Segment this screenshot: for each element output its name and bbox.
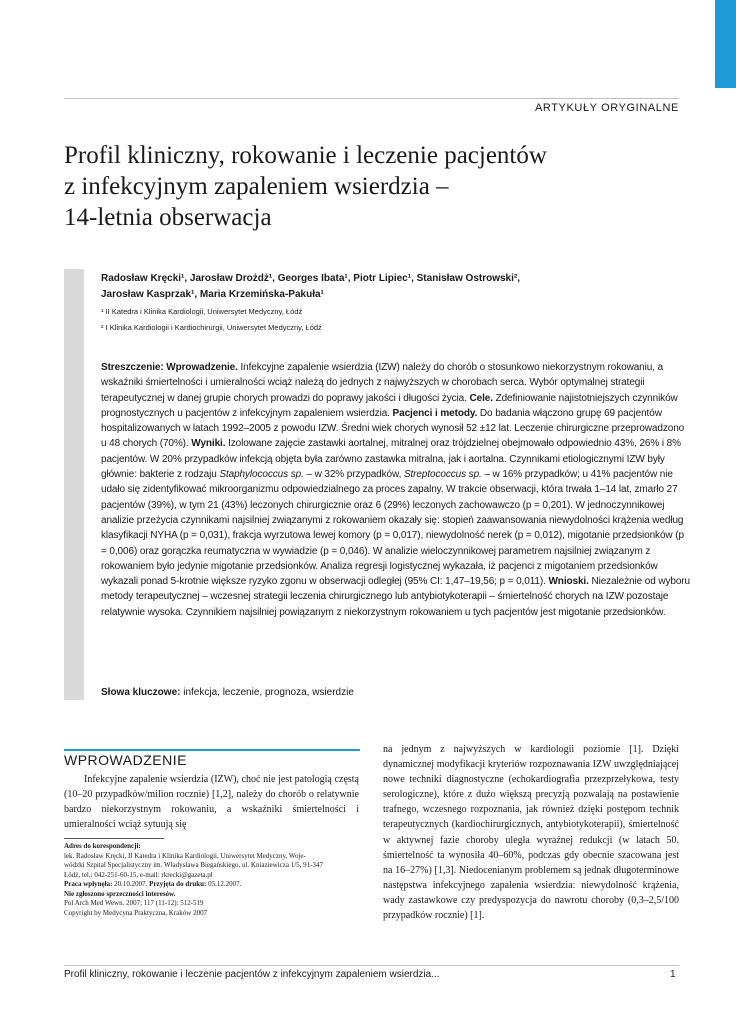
abstract [101, 360, 691, 620]
footer-rule [64, 965, 679, 966]
correspondence-label: Adres do korespondencji: [64, 842, 141, 850]
affiliation: ² I Klinika Kardiologii i Kardiochirurgii, Uniwersytet Medyczny, Łódź [101, 323, 322, 332]
organism-name: Streptococcus sp. [403, 469, 482, 481]
conflict-statement: Nie zgłoszono sprzeczności interesów. [64, 889, 176, 898]
abstract-methods-label: Pacjenci i metody. [392, 407, 478, 419]
accepted-date: 05.12.2007. [206, 880, 242, 888]
keywords [101, 686, 691, 700]
title-line: z infekcyjnym zapaleniem wsierdzia – [64, 173, 449, 200]
page-number: 1 [670, 969, 676, 980]
abstract-side-bar [64, 269, 84, 700]
abstract-results-label: Wyniki. [191, 438, 226, 450]
authors-line: Radosław Kręcki¹, Jarosław Drożdż¹, Georges Ibata¹, Piotr Lipiec¹, Stanisław Ostrowski², [101, 273, 520, 284]
abstract-intro: Infekcyjne zapalenie wsierdzia (IZW) należy do chorób o stosunkowo niekorzystnym rokowaniu, a wskaźniki śmiertelności i umieralności wciąż należą do jednych z najwyższych w chorobach serca. Wybór optymalnej strategii terapeutycznej w danej grupie chorych prowadzi do poprawy jakości i długości życia. [101, 362, 664, 404]
copyright: Copyright by Medycyna Praktyczna, Kraków 2007 [64, 908, 208, 917]
citation: Pol Arch Med Wewn. 2007; 117 (11-12): 512-519 [64, 899, 204, 907]
abstract-results: – w 32% przypadków, [303, 469, 404, 481]
abstract-lead-label: Streszczenie: Wprowadzenie. [101, 362, 238, 373]
body-text-left: Infekcyjne zapalenie wsierdzia (IZW), choć nie jest patologią częstą (10–20 przypadków/milion rocznie) [1,2], należy do chorób o relatywnie bardzo niekorzystnym rokowaniu, a wskaźniki śmiertelności i umieralności wciąż sytuują się [64, 774, 359, 830]
running-title: Profil kliniczny, rokowanie i leczenie pacjentów z infekcyjnym zapaleniem wsierdzia... [64, 969, 440, 980]
title-line: Profil kliniczny, rokowanie i leczenie pacjentów [64, 142, 547, 169]
correspondence-rule [64, 838, 164, 839]
abstract-conclusions-label: Wnioski. [548, 576, 589, 588]
authors-line: Jarosław Kasprzak¹, Maria Krzemińska-Pakuła¹ [101, 289, 324, 300]
section-tag: ARTYKUŁY ORYGINALNE [534, 102, 679, 114]
accent-bar [715, 0, 736, 88]
abstract-aim-label: Cele. [469, 392, 493, 404]
header-rule [64, 98, 679, 99]
abstract-conclusions: Niezależnie od wyboru metody terapeutycznej – wczesnej strategii leczenia chirurgicznego lub antybiotykoterapii – śmiertelność chorych na IZW pozostaje relatywnie wysoka. Czynnikiem najsilniej powiązanym z niekorzystnym rokowaniem u tych pacjentów jest migotanie przedsionków. [101, 576, 690, 618]
correspondence-line: Łódź, tel.: 042-251-60-15, e-mail: rkrecki@gazeta.pl [64, 870, 213, 879]
abstract-methods: Do badania włączono grupę 69 pacjentów hospitalizowanych w latach 1992–2005 z powodu IZW. Średni wiek chorych wynosił 52 ±12 lat. Leczenie chirurgiczne przeprowadzono u 48 chorych (70%). [101, 407, 685, 450]
keywords-list: infekcja, leczenie, prognoza, wsierdzie [180, 687, 354, 698]
abstract-results: Izolowane zajęcie zastawki aortalnej, mitralnej oraz trójdzielnej obejmowało odpowiednio 43%, 26% i 8% pacjentów. W 20% przypadków infekcją objęta była zarówno zastawka mitralna, jak i aortalna. Czynnikami etiologicznymi IZW były głównie: bakterie z rodzaju [101, 438, 681, 481]
section-heading: WPROWADZENIE [64, 752, 187, 768]
correspondence-line: lek. Radosław Kręcki, II Katedra i Klinika Kardiologii, Uniwersytet Medyczny, Woje- [64, 851, 306, 860]
keywords-label: Słowa kluczowe: [101, 687, 181, 698]
received-date: 20.10.2007. [112, 880, 150, 888]
received-label: Praca wpłynęła: [64, 880, 113, 888]
affiliation: ¹ II Katedra i Klinika Kardiologii, Uniwersytet Medyczny, Łódź [101, 307, 303, 316]
abstract-results: – w 16% przypadków; u 41% pacjentów nie udało się zidentyfikować mikroorganizmu odpowiedzialnego za proces zapalny. W trakcie obserwacji, która trwała 1–14 lat, zmarło 27 pacjentów (39%), w tym 21 (43%) leczonych chirurgicznie oraz 6 (29%) leczonych zachowawczo (p = 0,201). W jednoczynnikowej analizie przeżycia czynnikami najsilniej związanymi z rokowaniem okazały się: stopień zaawansowania niewydolności krążenia według klasyfikacji NYHA (p = 0,031), frakcja wyrzutowa lewej komory (p = 0,017), niewydolność nerek (p = 0,012), migotanie przedsionków (p = 0,006) oraz gorączka reumatyczna w wywiadzie (p = 0,046). W analizie wieloczynnikowej parametrem najsilniej związanym z rokowaniem było jedynie migotanie przedsionków. Analiza regresji logistycznej wykazała, iż pacjenci z migotaniem przedsionków wykazali ponad 5-krotnie większe ryzyko zgonu w obserwacji odległej (95% CI: 1,47–19,56; p = 0,011). [101, 469, 684, 588]
article-title [64, 140, 684, 233]
body-text-right: na jednym z najwyższych w kardiologii poziomie [1]. Dzięki dynamicznej modyfikacji kryteriów rozpoznawania IZW uwzględniającej nowe techniki diagnostyczne (echokardiografia przezprzełykowa, testy serologiczne), które z dużo większą precyzją pozwalają na postawienie trafnego, wczesnego rozpoznania, jak również dzięki postępom technik terapeutycznych (kardiochirurgicznych, antybiotykoterapii), śmiertelność w aktywnej fazie choroby uległa wyraźnej redukcji (w latach 50. śmiertelność ta wynosiła 40–60%, podczas gdy obecnie szacowana jest na 16–27%) [1,3]. Niedocenianym problemem są jednak długoterminowe następstwa infekcyjnego zapalenia wsierdzia: niewydolność krążenia, wady zastawkowe czy predyspozycja do nawrotu choroby (0,3–2,5/100 przypadków rocznie) [1]. [383, 744, 679, 922]
correspondence-line: wódzki Szpital Specjalistyczny im. Władysława Biegańskiego, ul. Kniaziewicza 1/5, 91-347 [64, 861, 323, 869]
abstract-aim: Zdefiniowanie najistotniejszych czynników prognostycznych u pacjentów z infekcyjnym zapaleniem wsierdzia. [101, 392, 678, 419]
title-line: 14-letnia obserwacja [64, 204, 272, 231]
author-list [101, 271, 686, 303]
accepted-label: Przyjęta do druku: [149, 880, 207, 888]
section-rule [64, 749, 360, 751]
correspondence-box [64, 842, 360, 918]
organism-name: Staphylococcus sp. [219, 469, 304, 481]
